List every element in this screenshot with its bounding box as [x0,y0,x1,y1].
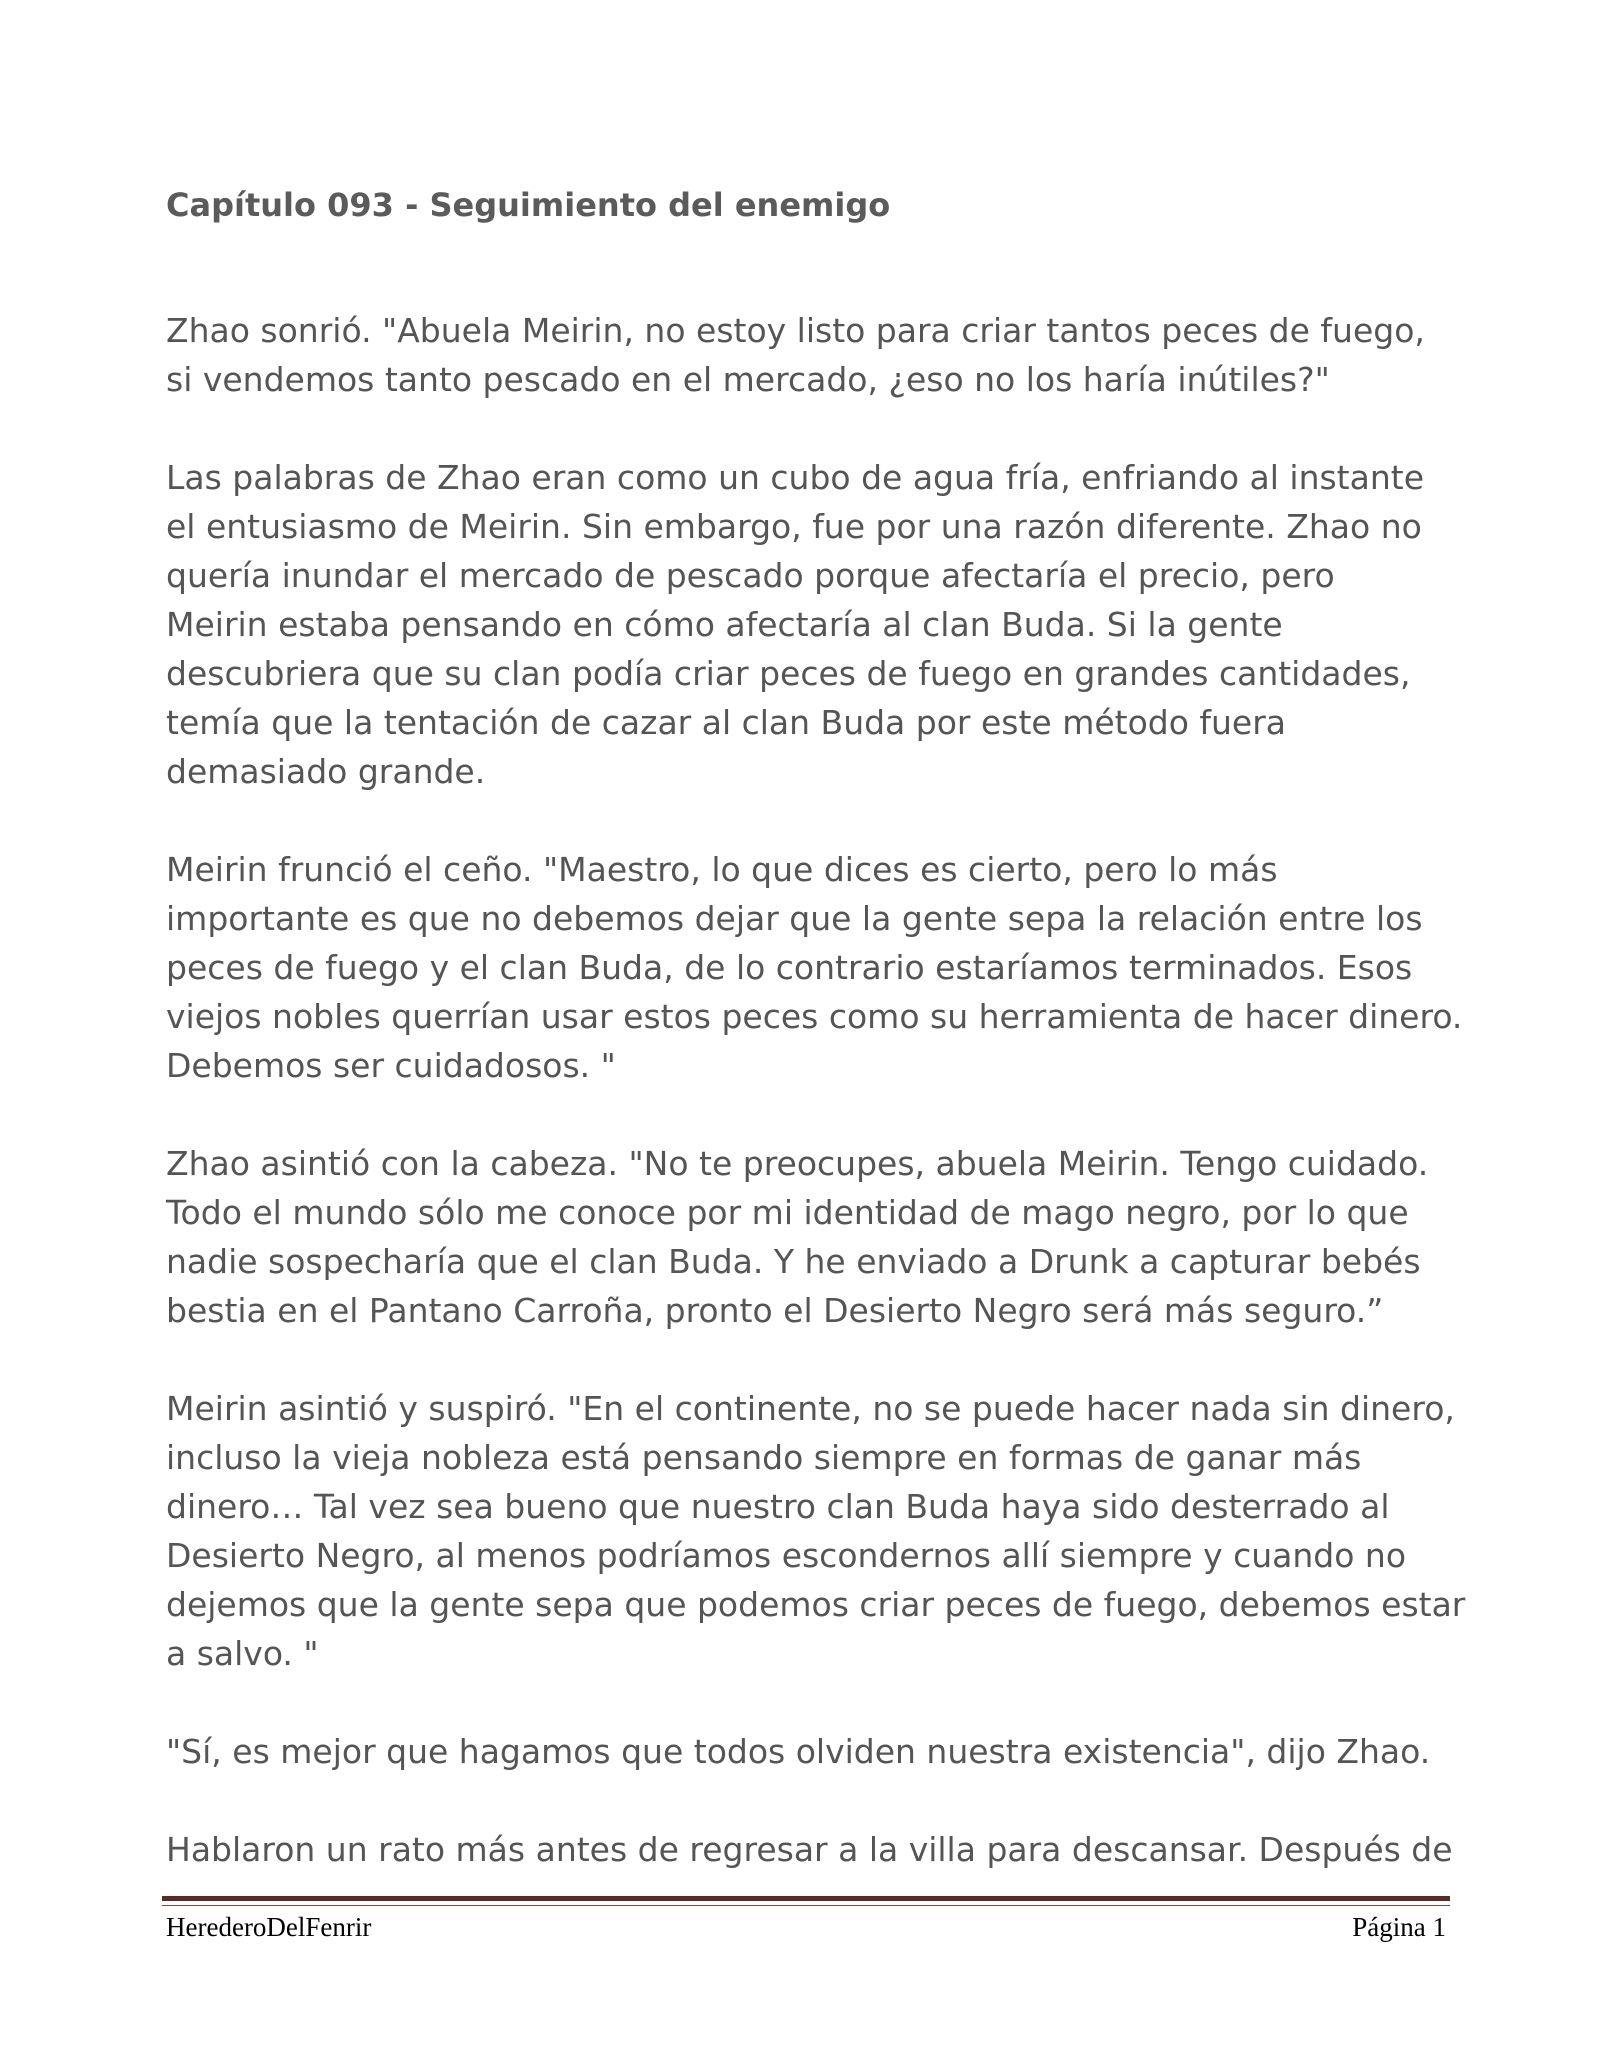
paragraph [166,1727,1466,1776]
text-line: demasiado grande. [166,752,486,791]
text-line: dinero… Tal vez sea bueno que nuestro clan Buda haya sido desterrado al [166,1487,1390,1526]
text-line: Hablaron un rato más antes de regresar a la villa para descansar. Después de [166,1830,1453,1869]
text-line: Desierto Negro, al menos podríamos escondernos allí siempre y cuando no [166,1536,1407,1575]
paragraphs [166,306,1466,1874]
text-line: nadie sospecharía que el clan Buda. Y he enviado a Drunk a capturar bebés [166,1242,1421,1281]
paragraph [166,1384,1466,1678]
paragraph [166,453,1466,796]
paragraph [166,306,1466,404]
footer-page-number: Página 1 [1352,1912,1446,1942]
text-line: a salvo. " [166,1634,319,1673]
text-line: Zhao sonrió. "Abuela Meirin, no estoy listo para criar tantos peces de fuego, [166,311,1425,350]
text-line: Meirin frunció el ceño. "Maestro, lo que dices es cierto, pero lo más [166,850,1278,889]
paragraph [166,845,1466,1090]
text-line: descubriera que su clan podía criar peces de fuego en grandes cantidades, [166,654,1411,693]
page-footer [166,1912,1446,1952]
text-line: si vendemos tanto pescado en el mercado, ¿eso no los haría inútiles?" [166,360,1330,399]
text-line: temía que la tentación de cazar al clan Buda por este método fuera [166,703,1287,742]
text-line: peces de fuego y el clan Buda, de lo contrario estaríamos terminados. Esos [166,948,1413,987]
text-line: el entusiasmo de Meirin. Sin embargo, fue por una razón diferente. Zhao no [166,507,1422,546]
text-line: quería inundar el mercado de pescado porque afectaría el precio, pero [166,556,1335,595]
text-line: viejos nobles querrían usar estos peces como su herramienta de hacer dinero. [166,997,1463,1036]
page-content [166,180,1466,1923]
text-line: "Sí, es mejor que hagamos que todos olviden nuestra existencia", dijo Zhao. [166,1732,1431,1771]
text-line: importante es que no debemos dejar que la gente sepa la relación entre los [166,899,1423,938]
text-line: Zhao asintió con la cabeza. "No te preocupes, abuela Meirin. Tengo cuidado. [166,1144,1429,1183]
text-line: Todo el mundo sólo me conoce por mi identidad de mago negro, por lo que [166,1193,1409,1232]
text-line: dejemos que la gente sepa que podemos criar peces de fuego, debemos estar [166,1585,1466,1624]
text-line: incluso la vieja nobleza está pensando siempre en formas de ganar más [166,1438,1362,1477]
footer-author: HerederoDelFenrir [166,1912,372,1942]
text-line: Las palabras de Zhao eran como un cubo de agua fría, enfriando al instante [166,458,1424,497]
text-line: bestia en el Pantano Carroña, pronto el Desierto Negro será más seguro.” [166,1291,1384,1330]
footer-divider-thin [162,1905,1450,1906]
text-line: Meirin asintió y suspiró. "En el continente, no se puede hacer nada sin dinero, [166,1389,1455,1428]
chapter-title: Capítulo 093 - Seguimiento del enemigo [166,186,891,224]
text-line: Debemos ser cuidadosos. " [166,1046,616,1085]
text-line: Meirin estaba pensando en cómo afectaría al clan Buda. Si la gente [166,605,1283,644]
paragraph [166,1825,1466,1874]
paragraph [166,1139,1466,1335]
footer-divider [162,1896,1450,1901]
